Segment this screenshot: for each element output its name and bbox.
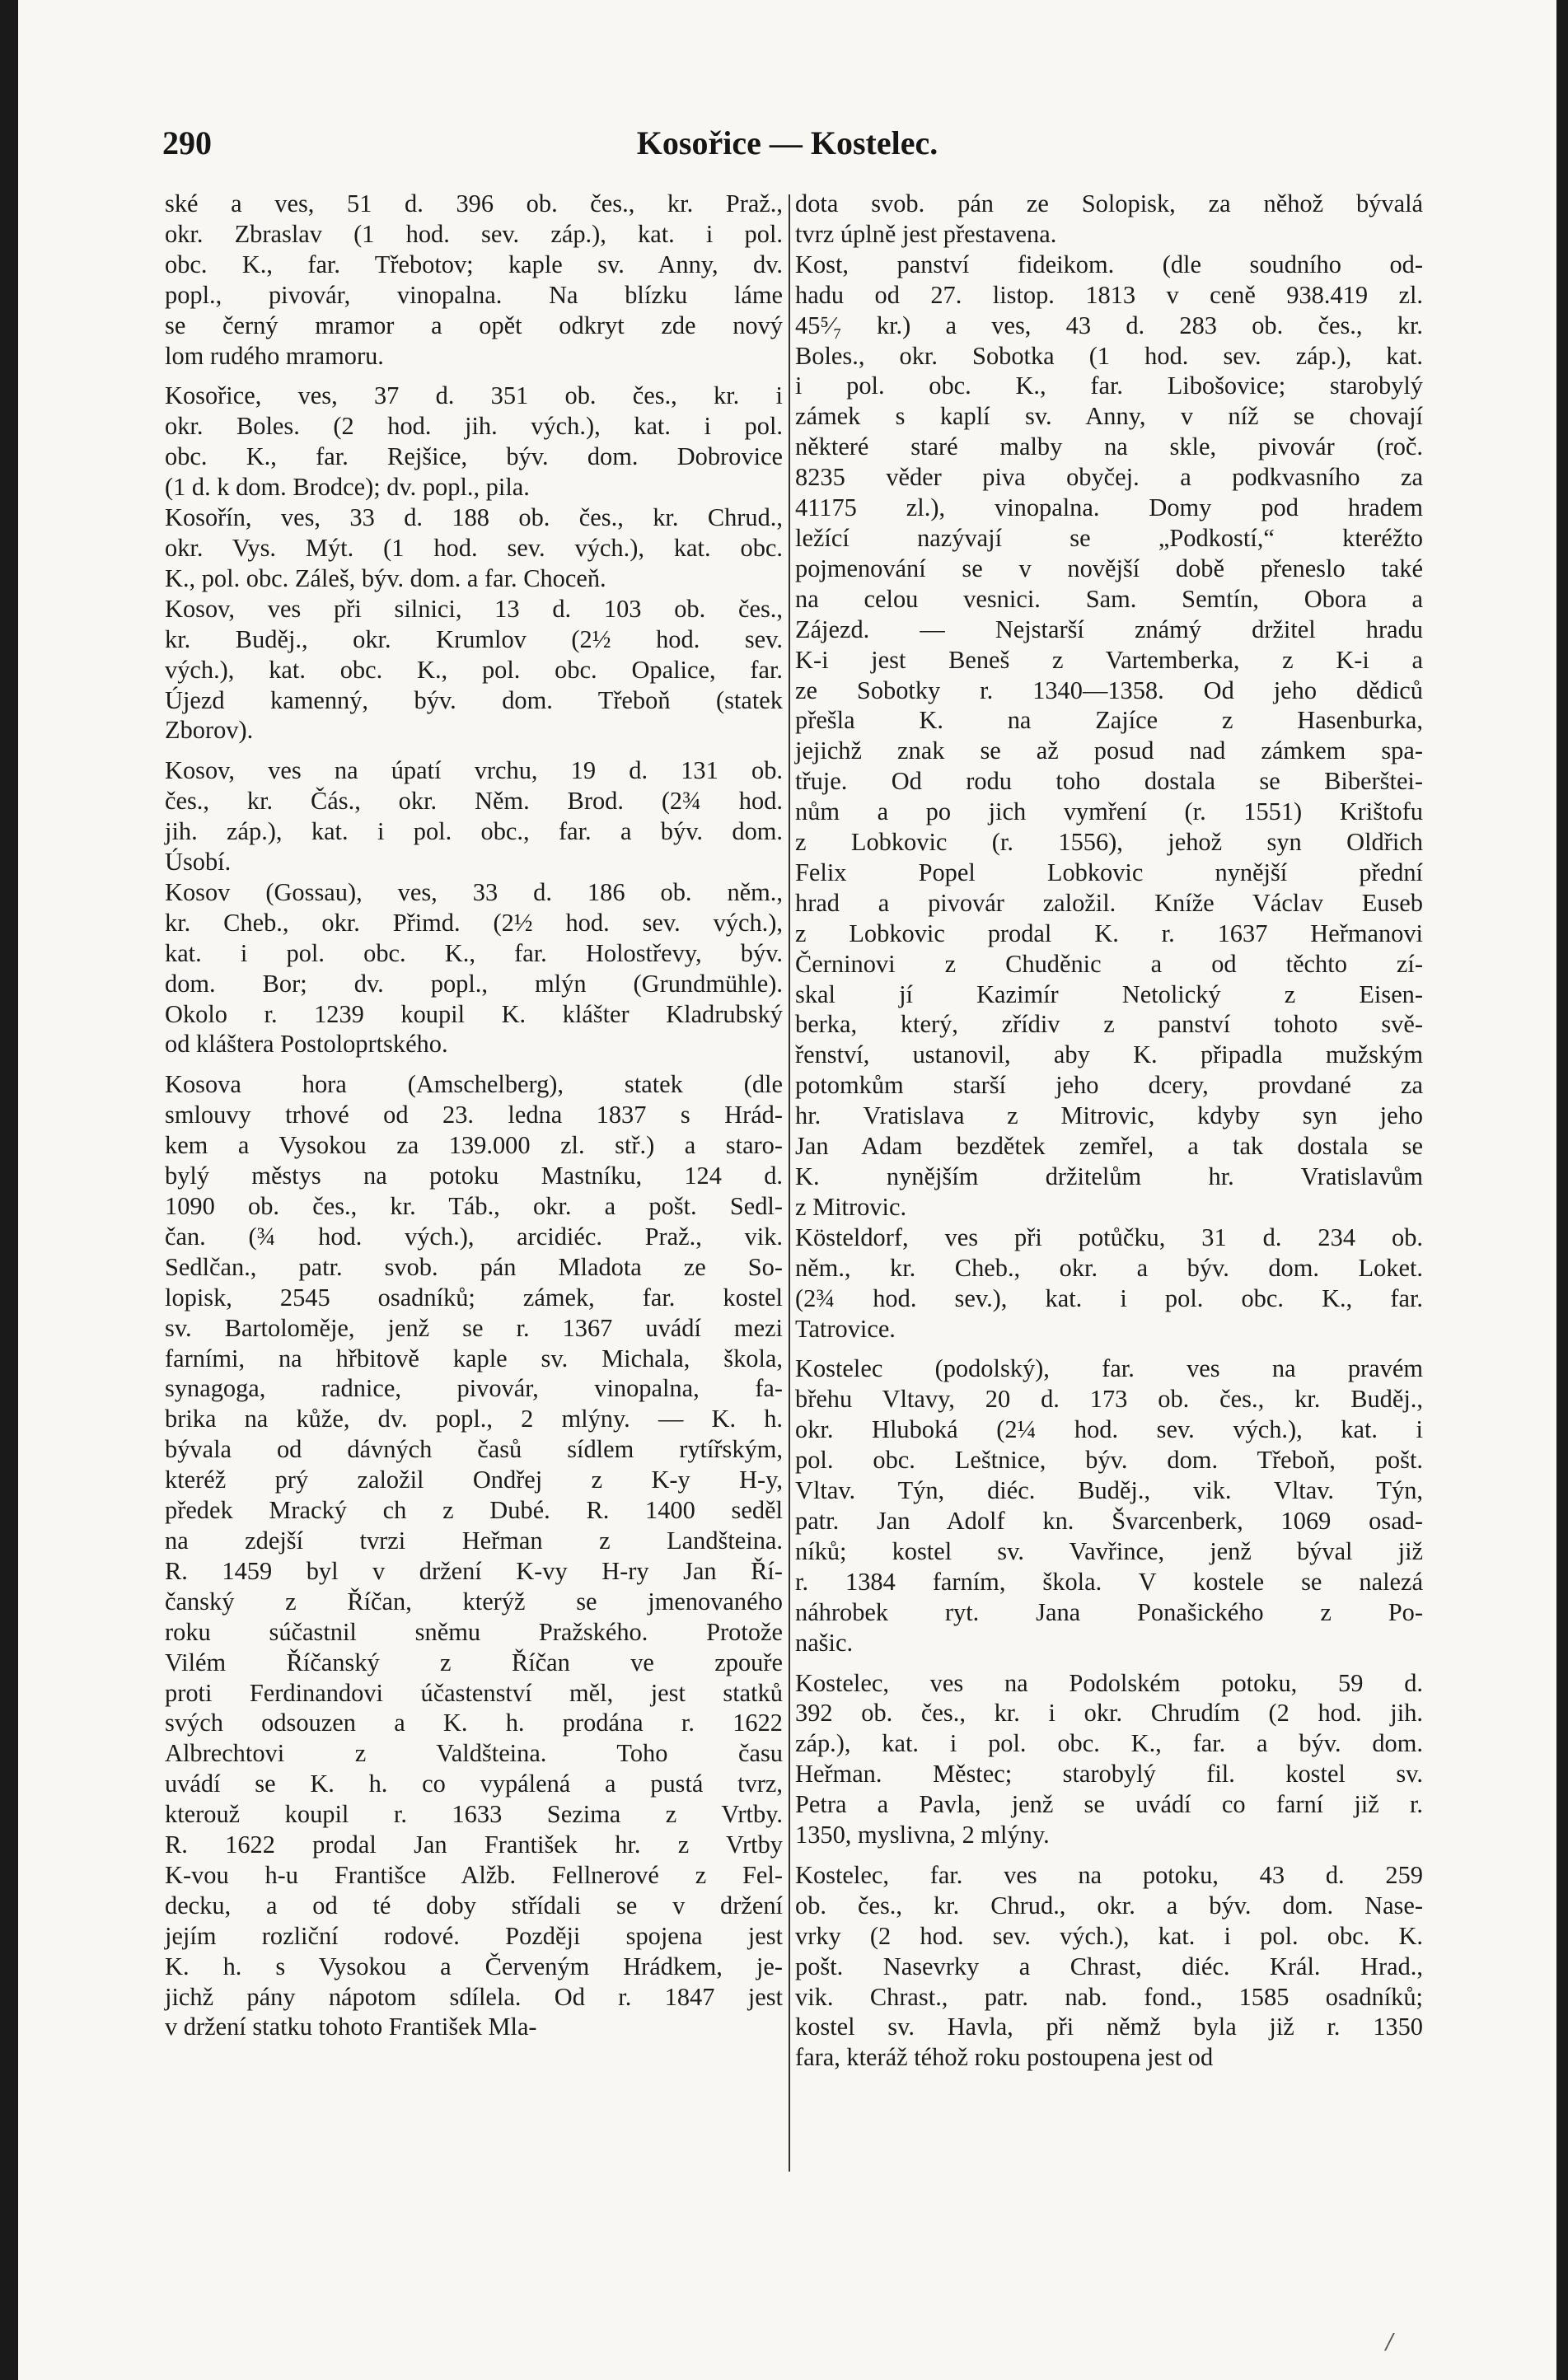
scan-edge-right (1556, 0, 1568, 2380)
text-line: našic. (795, 1628, 854, 1657)
text-line: Okolo r. 1239 koupil K. klášter Kladrubský (165, 999, 783, 1028)
text-line: Sedlčan., patr. svob. pán Mladota ze So- (165, 1252, 783, 1281)
text-line: Jan Adam bezdětek zemřel, a tak dostala se (795, 1132, 1423, 1161)
text-line: některé staré malby na skle, pivovár (roč. (795, 433, 1423, 461)
text-line: Zborov). (165, 716, 254, 745)
text-line: kteréž prý založil Ondřej z K-y H-y, (165, 1466, 783, 1494)
text-line: K. h. s Vysokou a Červeným Hrádkem, je- (165, 1952, 783, 1980)
text-line: předek Mracký ch z Dubé. R. 1400 seděl (165, 1496, 783, 1525)
text-line: kostel sv. Havla, při němž byla již r. 1350 (795, 2013, 1423, 2041)
text-line: kterouž koupil r. 1633 Sezima z Vrtby. (165, 1800, 783, 1829)
text-line: K-vou h-u Františce Alžb. Fellnerové z Fel- (165, 1860, 783, 1889)
text-line: Petra a Pavla, jenž se uvádí co farní již r. (795, 1790, 1423, 1819)
text-line: Kösteldorf, ves při potůčku, 31 d. 234 ob. (795, 1223, 1423, 1251)
text-line: roku súčastnil sněmu Pražského. Protože (165, 1617, 783, 1646)
corner-mark: / (1386, 2330, 1393, 2354)
text-line: Kosov, ves na úpatí vrchu, 19 d. 131 ob. (165, 756, 783, 785)
text-line: popl., pivovár, vinopalna. Na blízku láme (165, 280, 783, 309)
text-line: lopisk, 2545 osadníků; zámek, far. kostel (165, 1283, 783, 1312)
text-line: níků; kostel sv. Vavřince, jenž býval již (795, 1536, 1423, 1565)
text-line: Kostelec (podolský), far. ves na pravém (795, 1354, 1423, 1383)
paragraph-gap (795, 1850, 1423, 1860)
text-line: přešla K. na Zajíce z Hasenburka, (795, 706, 1423, 735)
text-line: Úsobí. (165, 848, 232, 877)
text-line: jichž pány nápotom sdílela. Od r. 1847 jest (165, 1982, 783, 2011)
text-line: patr. Jan Adolf kn. Švarcenberk, 1069 osad- (795, 1506, 1423, 1535)
text-line: jih. záp.), kat. i pol. obc., far. a býv. dom. (165, 817, 783, 846)
text-line: náhrobek ryt. Jana Ponašického z Po- (795, 1597, 1423, 1626)
text-line: na zdejší tvrzi Heřman z Landšteina. (165, 1526, 783, 1555)
text-line: třuje. Od rodu toho dostala se Biberštei- (795, 767, 1423, 796)
text-line: tvrz úplně jest přestavena. (795, 219, 1057, 248)
text-line: Vilém Říčanský z Říčan ve zpouře (165, 1648, 783, 1676)
paragraph-gap (165, 371, 783, 381)
text-line: Kosova hora (Amschelberg), statek (dle (165, 1070, 783, 1099)
text-line: (1 d. k dom. Brodce); dv. popl., pila. (165, 473, 530, 502)
text-line: 8235 věder piva obyčej. a podkvasního za (795, 463, 1423, 492)
text-line: Vltav. Týn, diéc. Buděj., vik. Vltav. Týn, (795, 1476, 1423, 1505)
text-line: Heřman. Městec; starobylý fil. kostel sv. (795, 1760, 1423, 1789)
text-line: obc. K., far. Rejšice, býv. dom. Dobrovice (165, 442, 783, 471)
text-line: vik. Chrast., patr. nab. fond., 1585 osadníků; (795, 1982, 1423, 2011)
right-column (795, 189, 1423, 2073)
text-line: něm., kr. Cheb., okr. a býv. dom. Loket. (795, 1253, 1423, 1282)
text-line: Zájezd. — Nejstarší známý držitel hradu (795, 615, 1423, 643)
text-line: Kosořice, ves, 37 d. 351 ob. čes., kr. i (165, 381, 783, 410)
text-line: v držení statku tohoto František Mla- (165, 2013, 537, 2041)
text-line: 1350, myslivna, 2 mlýny. (795, 1821, 1050, 1849)
text-line: okr. Hluboká (2¼ hod. sev. vých.), kat. i (795, 1415, 1423, 1444)
text-line: Kost, panství fideikom. (dle soudního od- (795, 250, 1423, 278)
text-line: decku, a od té doby střídali se v držení (165, 1891, 783, 1919)
text-line: Albrechtovi z Valdšteina. Toho času (165, 1739, 783, 1768)
text-line: obc. K., far. Třebotov; kaple sv. Anny, dv. (165, 250, 783, 278)
text-line: jejichž znak se až posud nad zámkem spa- (795, 736, 1423, 765)
text-line: potomkům starší jeho dcery, provdané za (795, 1071, 1423, 1100)
text-line: čanský z Říčan, kterýž se jmenovaného (165, 1587, 783, 1616)
text-line: smlouvy trhové od 23. ledna 1837 s Hrád- (165, 1101, 783, 1129)
text-line: bývala od dávných časů sídlem rytířským, (165, 1435, 783, 1464)
text-line: uvádí se K. h. co vypálená a pustá tvrz, (165, 1770, 783, 1798)
text-line: i pol. obc. K., far. Libošovice; starobylý (795, 372, 1423, 400)
text-line: kem a Vysokou za 139.000 zl. stř.) a staro- (165, 1131, 783, 1160)
text-line: skal jí Kazimír Netolický z Eisen- (795, 980, 1423, 1008)
text-line: (2¾ hod. sev.), kat. i pol. obc. K., far. (795, 1284, 1423, 1312)
text-line: sv. Bartoloměje, jenž se r. 1367 uvádí mezi (165, 1313, 783, 1342)
text-line: okr. Zbraslav (1 hod. sev. záp.), kat. i pol. (165, 219, 783, 248)
text-line: hr. Vratislava z Mitrovic, kdyby syn jeho (795, 1101, 1423, 1130)
text-line: Felix Popel Lobkovic nynější přední (795, 858, 1423, 886)
text-line: berka, který, zřídiv z panství tohoto svě- (795, 1010, 1423, 1039)
text-line: brika na kůže, dv. popl., 2 mlýny. — K. h. (165, 1405, 783, 1433)
text-line: 1090 ob. čes., kr. Táb., okr. a pošt. Sedl- (165, 1192, 783, 1220)
text-line: dom. Bor; dv. popl., mlýn (Grundmühle). (165, 969, 783, 998)
text-line: vých.), kat. obc. K., pol. obc. Opalice, far. (165, 655, 783, 684)
column-rule (789, 194, 790, 2172)
text-line: r. 1384 farním, škola. V kostele se nalezá (795, 1567, 1423, 1596)
text-line: proti Ferdinandovi účastenství měl, jest statků (165, 1678, 783, 1707)
text-line: Tatrovice. (795, 1314, 896, 1343)
scan-edge-left (0, 0, 18, 2380)
text-line: zámek s kaplí sv. Anny, v níž se chovají (795, 402, 1423, 431)
text-line: ob. čes., kr. Chrud., okr. a býv. dom. Nase- (795, 1891, 1423, 1919)
text-line: K., pol. obc. Záleš, býv. dom. a far. Choceň. (165, 563, 606, 592)
text-line: 392 ob. čes., kr. i okr. Chrudím (2 hod. jih. (795, 1699, 1423, 1728)
text-line: 45⁵⁄₇ kr.) a ves, 43 d. 283 ob. čes., kr. (795, 311, 1423, 339)
text-line: svých odsouzen a K. h. prodána r. 1622 (165, 1709, 783, 1737)
paragraph-gap (795, 1344, 1423, 1354)
text-line: od kláštera Postoloprtského. (165, 1030, 448, 1059)
text-line: K-i jest Beneš z Vartemberka, z K-i a (795, 645, 1423, 674)
text-line: břehu Vltavy, 20 d. 173 ob. čes., kr. Buděj., (795, 1385, 1423, 1414)
text-line: Černinovi z Chuděnic a od těchto zí- (795, 949, 1423, 978)
text-line: Kostelec, ves na Podolském potoku, 59 d. (795, 1668, 1423, 1697)
text-line: R. 1622 prodal Jan František hr. z Vrtby (165, 1831, 783, 1859)
text-line: ské a ves, 51 d. 396 ob. čes., kr. Praž., (165, 189, 783, 217)
text-line: pojmenování se v novější době přeneslo také (795, 554, 1423, 582)
page-number: 290 (162, 124, 212, 161)
text-line: na celou vesnici. Sam. Semtín, Obora a (795, 584, 1423, 613)
text-line: ležící nazývají se „Podkostí,“ kteréžto (795, 523, 1423, 552)
left-column (165, 189, 783, 2042)
paragraph-gap (165, 1059, 783, 1069)
text-line: kr. Cheb., okr. Přimd. (2½ hod. sev. vých.), (165, 908, 783, 937)
paragraph-gap (165, 746, 783, 755)
text-line: fara, kteráž téhož roku postoupena jest od (795, 2043, 1214, 2072)
text-line: R. 1459 byl v držení K-vy H-ry Jan Ří- (165, 1556, 783, 1585)
text-line: hadu od 27. listop. 1813 v ceně 938.419 zl. (795, 280, 1423, 309)
text-line: Kostelec, far. ves na potoku, 43 d. 259 (795, 1860, 1423, 1889)
text-line: Újezd kamenný, býv. dom. Třeboň (statek (165, 685, 783, 714)
text-line: pošt. Nasevrky a Chrast, diéc. Král. Hrad., (795, 1952, 1423, 1980)
text-line: z Lobkovic prodal K. r. 1637 Heřmanovi (795, 919, 1423, 947)
text-line: kat. i pol. obc. K., far. Holostřevy, býv. (165, 938, 783, 967)
text-line: hrad a pivovár založil. Kníže Václav Euseb (795, 888, 1423, 917)
text-line: čes., kr. Čás., okr. Něm. Brod. (2¾ hod. (165, 787, 783, 816)
text-line: jejím rozliční rodové. Později spojena jest (165, 1921, 783, 1950)
text-line: nům a po jich vymření (r. 1551) Krištofu (795, 797, 1423, 826)
text-line: lom rudého mramoru. (165, 341, 384, 370)
text-line: Kosov (Gossau), ves, 33 d. 186 ob. něm., (165, 877, 783, 906)
text-line: farními, na hřbitově kaple sv. Michala, škola, (165, 1344, 783, 1372)
text-line: záp.), kat. i pol. obc. K., far. a býv. dom. (795, 1729, 1423, 1758)
text-line: čan. (¾ hod. vých.), arcidiéc. Praž., vik. (165, 1222, 783, 1251)
text-line: ze Sobotky r. 1340—1358. Od jeho dědiců (795, 676, 1423, 704)
text-line: okr. Boles. (2 hod. jih. vých.), kat. i pol. (165, 412, 783, 441)
text-line: dota svob. pán ze Solopisk, za něhož bývalá (795, 189, 1423, 217)
text-line: Boles., okr. Sobotka (1 hod. sev. záp.), kat. (795, 341, 1423, 370)
text-line: vrky (2 hod. sev. vých.), kat. i pol. obc. K. (795, 1921, 1423, 1950)
text-line: řenství, ustanovil, aby K. připadla mužským (795, 1040, 1423, 1069)
text-line: Kosov, ves při silnici, 13 d. 103 ob. čes., (165, 594, 783, 623)
text-line: 41175 zl.), vinopalna. Domy pod hradem (795, 493, 1423, 522)
text-line: pol. obc. Leštnice, býv. dom. Třeboň, pošt. (795, 1446, 1423, 1475)
text-line: okr. Vys. Mýt. (1 hod. sev. vých.), kat. obc. (165, 533, 783, 562)
text-line: synagoga, radnice, pivovár, vinopalna, fa- (165, 1374, 783, 1403)
text-line: Kosořín, ves, 33 d. 188 ob. čes., kr. Chrud., (165, 503, 783, 532)
text-line: K. nynějším držitelům hr. Vratislavům (795, 1162, 1423, 1190)
book-page (18, 0, 1556, 2380)
text-line: bylý městys na potoku Mastníku, 124 d. (165, 1162, 783, 1190)
text-line: se černý mramor a opět odkryt zde nový (165, 311, 783, 339)
running-head: Kosořice — Kostelec. (636, 124, 938, 161)
paragraph-gap (795, 1658, 1423, 1668)
text-line: kr. Buděj., okr. Krumlov (2½ hod. sev. (165, 624, 783, 653)
text-line: z Mitrovic. (795, 1192, 907, 1221)
text-line: z Lobkovic (r. 1556), jehož syn Oldřich (795, 828, 1423, 857)
